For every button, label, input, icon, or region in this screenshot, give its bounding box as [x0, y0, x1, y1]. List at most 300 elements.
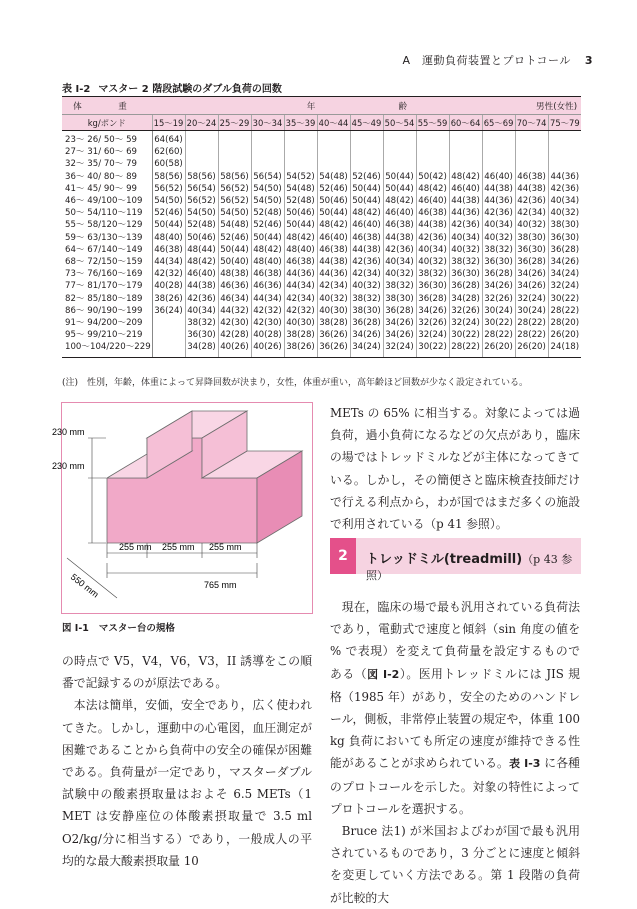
count-cell	[317, 146, 350, 158]
count-cell	[449, 146, 482, 158]
count-cell: 50(44)	[350, 195, 383, 207]
count-cell: 42(30)	[218, 317, 251, 329]
count-cell: 36(24)	[152, 305, 185, 317]
table-row	[62, 329, 581, 341]
count-cell: 40(26)	[251, 341, 284, 357]
count-cell: 34(28)	[185, 341, 218, 357]
count-cell: 24(18)	[548, 341, 581, 357]
count-cell: 56(52)	[152, 183, 185, 195]
age-header: 75～79	[548, 115, 581, 131]
count-cell: 30(22)	[548, 293, 581, 305]
figure-caption-number: 図 I-1	[62, 623, 89, 634]
age-header: 65～69	[482, 115, 515, 131]
table-row	[62, 183, 581, 195]
right-paragraph-1: METs の 65% に相当する。対象によっては過負荷，過小負荷になるなどの欠点があり，臨床の場ではトレッドミルなどが主体になってきている。しかし，その簡便さと臨床検査技師だけで行える利点から，わが国ではまだ多くの施設で利用されている（p 41 参照）。	[330, 406, 580, 532]
count-cell: 50(44)	[284, 219, 317, 231]
count-cell: 50(40)	[218, 256, 251, 268]
count-cell	[152, 329, 185, 341]
count-cell: 42(36)	[185, 293, 218, 305]
count-cell: 34(24)	[350, 341, 383, 357]
count-cell: 46(36)	[218, 280, 251, 292]
count-cell: 42(30)	[251, 317, 284, 329]
count-cell: 42(36)	[482, 207, 515, 219]
age-header: 45～49	[350, 115, 383, 131]
count-cell: 34(26)	[350, 329, 383, 341]
count-cell: 52(46)	[251, 219, 284, 231]
count-cell: 52(46)	[317, 183, 350, 195]
weight-cell: 32～ 35/ 70～ 79	[62, 158, 152, 170]
count-cell: 46(38)	[383, 219, 416, 231]
count-cell: 46(38)	[251, 268, 284, 280]
count-cell: 44(38)	[416, 219, 449, 231]
count-cell: 48(42)	[449, 171, 482, 183]
count-cell: 34(28)	[449, 293, 482, 305]
dim-255-b: 255 mm	[162, 542, 195, 552]
count-cell: 50(44)	[383, 183, 416, 195]
count-cell: 58(56)	[185, 171, 218, 183]
count-cell: 36(28)	[515, 256, 548, 268]
table-caption	[62, 80, 282, 95]
count-cell: 48(42)	[383, 195, 416, 207]
count-cell	[350, 146, 383, 158]
table-row	[62, 305, 581, 317]
right-paragraph-3: Bruce 法1) が米国およびわが国で最も汎用されているものであり，3 分ごとに速度と傾斜を変更していく方法である。第 1 段階の負荷が比較的大	[330, 824, 580, 905]
count-cell: 48(42)	[251, 244, 284, 256]
count-cell: 42(32)	[152, 268, 185, 280]
count-cell	[383, 131, 416, 147]
count-cell: 46(40)	[185, 268, 218, 280]
table-row	[62, 341, 581, 357]
count-cell: 36(30)	[416, 280, 449, 292]
count-cell: 48(42)	[350, 207, 383, 219]
count-cell	[416, 158, 449, 170]
count-cell: 42(36)	[449, 219, 482, 231]
table-row	[62, 158, 581, 170]
count-cell: 36(30)	[185, 329, 218, 341]
count-cell: 48(40)	[251, 256, 284, 268]
table-row	[62, 171, 581, 183]
weight-cell: 23～ 26/ 50～ 59	[62, 131, 152, 147]
count-cell: 46(40)	[350, 219, 383, 231]
count-cell: 32(24)	[449, 317, 482, 329]
count-cell: 42(36)	[416, 232, 449, 244]
count-cell: 40(32)	[449, 244, 482, 256]
count-cell: 38(30)	[515, 232, 548, 244]
master-step-diagram	[52, 403, 312, 613]
header-weight-unit: kg/ポンド	[62, 115, 152, 131]
header-section: A 運動負荷装置とプロトコール	[402, 54, 571, 67]
count-cell	[317, 158, 350, 170]
count-cell	[152, 317, 185, 329]
count-cell: 46(38)	[317, 244, 350, 256]
weight-cell: 86～ 90/190～199	[62, 305, 152, 317]
section-ref: （p 43 参照）	[366, 553, 573, 582]
count-cell: 26(20)	[515, 341, 548, 357]
count-cell: 44(38)	[350, 244, 383, 256]
age-header: 60～64	[449, 115, 482, 131]
count-cell	[449, 131, 482, 147]
count-cell: 52(46)	[152, 207, 185, 219]
count-cell	[383, 158, 416, 170]
count-cell: 52(48)	[185, 219, 218, 231]
count-cell	[251, 146, 284, 158]
count-cell: 46(40)	[383, 207, 416, 219]
count-cell	[284, 131, 317, 147]
age-header: 50～54	[383, 115, 416, 131]
count-cell: 46(40)	[449, 183, 482, 195]
dim-230-bottom: 230 mm	[52, 461, 85, 471]
count-cell: 48(44)	[185, 244, 218, 256]
count-cell	[482, 146, 515, 158]
count-cell: 50(44)	[251, 232, 284, 244]
count-cell: 42(32)	[251, 305, 284, 317]
section-title: トレッドミル(treadmill)（p 43 参照）	[366, 552, 573, 582]
count-cell	[218, 146, 251, 158]
count-cell: 38(26)	[152, 293, 185, 305]
dim-765: 765 mm	[204, 580, 237, 590]
count-cell	[350, 131, 383, 147]
count-cell: 46(40)	[317, 232, 350, 244]
table-row	[62, 317, 581, 329]
age-header: 40～44	[317, 115, 350, 131]
count-cell: 58(56)	[152, 171, 185, 183]
count-cell: 36(28)	[449, 280, 482, 292]
table-note: (注) 性別，年齢，体重によって昇降回数が決まり，女性，体重が重い，高年齢ほど回数が少なく設定されている。	[62, 378, 529, 388]
count-cell: 38(32)	[185, 317, 218, 329]
count-cell: 38(32)	[383, 280, 416, 292]
count-cell: 34(26)	[548, 256, 581, 268]
count-cell: 56(54)	[251, 171, 284, 183]
age-header: 25～29	[218, 115, 251, 131]
count-cell: 56(52)	[218, 195, 251, 207]
count-cell: 42(36)	[383, 244, 416, 256]
count-cell: 44(38)	[515, 183, 548, 195]
weight-cell: 27～ 31/ 60～ 69	[62, 146, 152, 158]
age-header: 70～74	[515, 115, 548, 131]
table-row	[62, 244, 581, 256]
count-cell: 36(26)	[317, 329, 350, 341]
count-cell: 44(38)	[317, 256, 350, 268]
count-cell: 40(28)	[251, 329, 284, 341]
count-cell: 36(28)	[416, 293, 449, 305]
count-cell: 48(42)	[317, 219, 350, 231]
count-cell: 36(30)	[449, 268, 482, 280]
table-row	[62, 195, 581, 207]
weight-cell: 77～ 81/170～179	[62, 280, 152, 292]
count-cell	[515, 131, 548, 147]
count-cell	[515, 158, 548, 170]
age-header: 55～59	[416, 115, 449, 131]
count-cell: 30(22)	[482, 317, 515, 329]
count-cell: 34(24)	[548, 268, 581, 280]
count-cell: 50(44)	[218, 244, 251, 256]
count-cell: 38(30)	[548, 219, 581, 231]
count-cell: 46(36)	[251, 280, 284, 292]
count-cell: 44(36)	[548, 171, 581, 183]
left-column	[62, 650, 312, 872]
table-row	[62, 207, 581, 219]
table-row	[62, 268, 581, 280]
count-cell: 40(32)	[482, 232, 515, 244]
count-cell: 48(42)	[416, 183, 449, 195]
count-cell: 48(42)	[284, 232, 317, 244]
count-cell: 54(50)	[251, 183, 284, 195]
count-cell: 54(50)	[218, 207, 251, 219]
weight-cell: 64～ 67/140～149	[62, 244, 152, 256]
count-cell: 64(64)	[152, 131, 185, 147]
count-cell: 42(34)	[350, 268, 383, 280]
age-header: 15～19	[152, 115, 185, 131]
dim-230-top: 230 mm	[52, 427, 85, 437]
count-cell	[317, 131, 350, 147]
count-cell: 32(26)	[416, 317, 449, 329]
count-cell: 36(26)	[317, 341, 350, 357]
count-cell	[284, 158, 317, 170]
count-cell	[482, 131, 515, 147]
count-cell: 28(22)	[548, 305, 581, 317]
count-cell: 34(26)	[383, 317, 416, 329]
count-cell: 32(24)	[416, 329, 449, 341]
count-cell: 42(28)	[218, 329, 251, 341]
count-cell: 54(52)	[284, 171, 317, 183]
count-cell	[383, 146, 416, 158]
count-cell: 38(26)	[284, 341, 317, 357]
count-cell: 34(26)	[515, 268, 548, 280]
header-age: 年 齢	[152, 97, 449, 115]
count-cell: 46(38)	[284, 256, 317, 268]
count-cell	[218, 131, 251, 147]
weight-cell: 59～ 63/130～139	[62, 232, 152, 244]
figure-caption	[62, 620, 175, 634]
count-cell: 52(48)	[284, 195, 317, 207]
count-cell: 52(46)	[218, 232, 251, 244]
count-cell: 40(30)	[317, 305, 350, 317]
table-row	[62, 131, 581, 147]
count-cell: 50(44)	[317, 207, 350, 219]
count-cell: 50(46)	[284, 207, 317, 219]
count-cell: 54(48)	[284, 183, 317, 195]
count-cell: 28(22)	[515, 317, 548, 329]
count-cell: 28(22)	[482, 329, 515, 341]
weight-cell: 82～ 85/180～189	[62, 293, 152, 305]
table-ref-link: 表 I-3	[509, 757, 541, 771]
count-cell: 44(38)	[383, 232, 416, 244]
count-cell: 44(34)	[152, 256, 185, 268]
weight-cell: 46～ 49/100～109	[62, 195, 152, 207]
running-header	[402, 52, 593, 68]
table-row	[62, 232, 581, 244]
count-cell: 54(50)	[185, 207, 218, 219]
count-cell: 38(32)	[482, 244, 515, 256]
count-cell	[152, 341, 185, 357]
count-cell: 30(22)	[449, 329, 482, 341]
table-row	[62, 280, 581, 292]
count-cell: 54(48)	[317, 171, 350, 183]
page-number: 3	[584, 54, 593, 67]
header-sex: 男性(女性)	[449, 97, 581, 115]
count-cell: 30(24)	[515, 305, 548, 317]
weight-cell: 95～ 99/210～219	[62, 329, 152, 341]
count-cell	[284, 146, 317, 158]
count-cell: 50(46)	[317, 195, 350, 207]
count-cell: 32(24)	[383, 341, 416, 357]
count-cell: 40(34)	[383, 256, 416, 268]
count-cell: 44(38)	[449, 195, 482, 207]
count-cell: 42(32)	[284, 305, 317, 317]
count-cell: 50(44)	[383, 171, 416, 183]
count-cell: 34(26)	[383, 329, 416, 341]
count-cell: 28(22)	[515, 329, 548, 341]
count-cell: 36(28)	[548, 244, 581, 256]
count-cell: 38(28)	[284, 329, 317, 341]
count-cell: 42(36)	[350, 256, 383, 268]
count-cell: 40(34)	[548, 195, 581, 207]
header-weight: 体 重	[62, 97, 152, 115]
count-cell	[416, 131, 449, 147]
count-cell: 50(46)	[185, 232, 218, 244]
figure-ref-link: 図 I-2	[367, 667, 400, 681]
count-cell: 42(34)	[515, 207, 548, 219]
count-cell: 36(30)	[548, 232, 581, 244]
age-header: 30～34	[251, 115, 284, 131]
master-step-figure	[52, 402, 313, 614]
count-cell: 40(32)	[548, 207, 581, 219]
count-cell: 40(32)	[515, 219, 548, 231]
count-cell: 40(34)	[185, 305, 218, 317]
count-cell	[449, 158, 482, 170]
count-cell: 40(32)	[383, 268, 416, 280]
count-cell	[515, 146, 548, 158]
count-cell: 40(34)	[482, 219, 515, 231]
table-row	[62, 219, 581, 231]
count-cell: 40(32)	[416, 256, 449, 268]
count-cell: 42(36)	[548, 183, 581, 195]
count-cell	[548, 158, 581, 170]
weight-cell: 36～ 40/ 80～ 89	[62, 171, 152, 183]
count-cell: 56(52)	[218, 183, 251, 195]
count-cell: 52(46)	[350, 171, 383, 183]
count-cell: 32(24)	[548, 280, 581, 292]
left-paragraph-1: の時点で V5，V4，V6，V3，II 誘導をこの順番で記録するのが原法である。	[62, 654, 312, 691]
age-header: 20～24	[185, 115, 218, 131]
right-column-top	[330, 402, 580, 535]
count-cell: 46(40)	[416, 195, 449, 207]
count-cell: 44(36)	[284, 268, 317, 280]
count-cell: 26(20)	[482, 341, 515, 357]
count-cell: 40(32)	[350, 280, 383, 292]
table-row	[62, 293, 581, 305]
count-cell: 44(34)	[251, 293, 284, 305]
weight-cell: 91～ 94/200～209	[62, 317, 152, 329]
count-cell: 48(38)	[218, 268, 251, 280]
count-cell: 48(40)	[152, 232, 185, 244]
count-cell: 52(48)	[251, 207, 284, 219]
weight-cell: 73～ 76/160～169	[62, 268, 152, 280]
count-cell: 36(30)	[515, 244, 548, 256]
count-cell: 38(32)	[449, 256, 482, 268]
count-cell: 34(26)	[416, 305, 449, 317]
count-cell	[251, 131, 284, 147]
count-cell: 38(28)	[317, 317, 350, 329]
count-cell: 28(20)	[548, 317, 581, 329]
count-cell	[548, 146, 581, 158]
count-cell: 34(26)	[482, 280, 515, 292]
dim-255-c: 255 mm	[209, 542, 242, 552]
count-cell: 28(22)	[449, 341, 482, 357]
count-cell: 60(58)	[152, 158, 185, 170]
weight-cell: 55～ 58/120～129	[62, 219, 152, 231]
count-cell: 38(32)	[350, 293, 383, 305]
count-cell: 46(40)	[482, 171, 515, 183]
count-cell: 32(26)	[449, 305, 482, 317]
count-cell: 50(44)	[152, 219, 185, 231]
count-cell: 40(32)	[317, 293, 350, 305]
count-cell: 36(28)	[350, 317, 383, 329]
count-cell: 48(42)	[185, 256, 218, 268]
count-cell: 42(34)	[317, 280, 350, 292]
count-cell: 40(28)	[152, 280, 185, 292]
weight-cell: 50～ 54/110～119	[62, 207, 152, 219]
count-cell: 44(36)	[449, 207, 482, 219]
count-cell	[218, 158, 251, 170]
count-cell	[350, 158, 383, 170]
count-cell: 30(24)	[482, 305, 515, 317]
count-cell	[185, 131, 218, 147]
count-cell: 46(38)	[515, 171, 548, 183]
section-heading	[330, 538, 581, 582]
count-cell: 42(36)	[515, 195, 548, 207]
count-cell: 46(38)	[350, 232, 383, 244]
left-paragraph-2: 本法は簡単，安価，安全であり，広く使われてきた。しかし，運動中の心電図，血圧測定が困難であることから負荷中の安全の確保が困難である。負荷量が一定であり，マスターダブル試験中の酸素摂取量はおよそ 6.5 METs（1 MET は安静座位の体酸素摂取量で 3.5 ml O2/kg/分に相当する）であり，一般成人の平均的な最大酸素摂取量 10	[62, 698, 312, 868]
dim-255-a: 255 mm	[119, 542, 152, 552]
count-cell: 44(38)	[185, 280, 218, 292]
table-row	[62, 256, 581, 268]
table-caption-text: マスター 2 階段試験のダブル負荷の回数	[98, 84, 282, 95]
count-cell: 58(56)	[218, 171, 251, 183]
figure-caption-text: マスター台の規格	[98, 623, 175, 634]
count-cell: 46(38)	[416, 207, 449, 219]
count-cell: 36(28)	[383, 305, 416, 317]
count-cell	[482, 158, 515, 170]
section-number: 2	[330, 538, 356, 574]
count-cell: 54(48)	[218, 219, 251, 231]
count-cell: 46(38)	[152, 244, 185, 256]
count-cell: 38(32)	[416, 268, 449, 280]
right-column-bottom	[330, 596, 580, 909]
count-cell: 38(30)	[383, 293, 416, 305]
count-cell: 36(30)	[482, 256, 515, 268]
count-cell: 56(52)	[185, 195, 218, 207]
count-cell	[251, 158, 284, 170]
count-cell: 32(24)	[515, 293, 548, 305]
count-cell: 40(34)	[416, 244, 449, 256]
count-cell: 36(28)	[482, 268, 515, 280]
count-cell: 44(34)	[284, 280, 317, 292]
table-caption-number: 表 I-2	[62, 84, 91, 95]
count-cell	[185, 146, 218, 158]
count-cell: 44(38)	[482, 183, 515, 195]
count-cell	[185, 158, 218, 170]
right-paragraph-2: 現在，臨床の場で最も汎用されている負荷法であり，電動式で速度と傾斜（sin 角度の値を % で表現）を変えて負荷量を設定するものである（図 I-2）。医用トレッドミルには JIS 規格（1985 年）があり，安全のためのハンドレール，側板，非常停止装置の規定や，体重 100 kg 負荷においても所定の速度が維持できる性能があることが求められている。表 I-3 に各種のプロトコールを示した。対象の特性によってプロトコールを選択する。	[330, 600, 580, 816]
count-cell: 50(44)	[350, 183, 383, 195]
weight-cell: 41～ 45/ 90～ 99	[62, 183, 152, 195]
count-cell: 54(50)	[152, 195, 185, 207]
count-cell: 56(54)	[185, 183, 218, 195]
count-cell: 34(26)	[515, 280, 548, 292]
table-row	[62, 146, 581, 158]
count-cell: 50(42)	[416, 171, 449, 183]
count-cell: 40(34)	[449, 232, 482, 244]
